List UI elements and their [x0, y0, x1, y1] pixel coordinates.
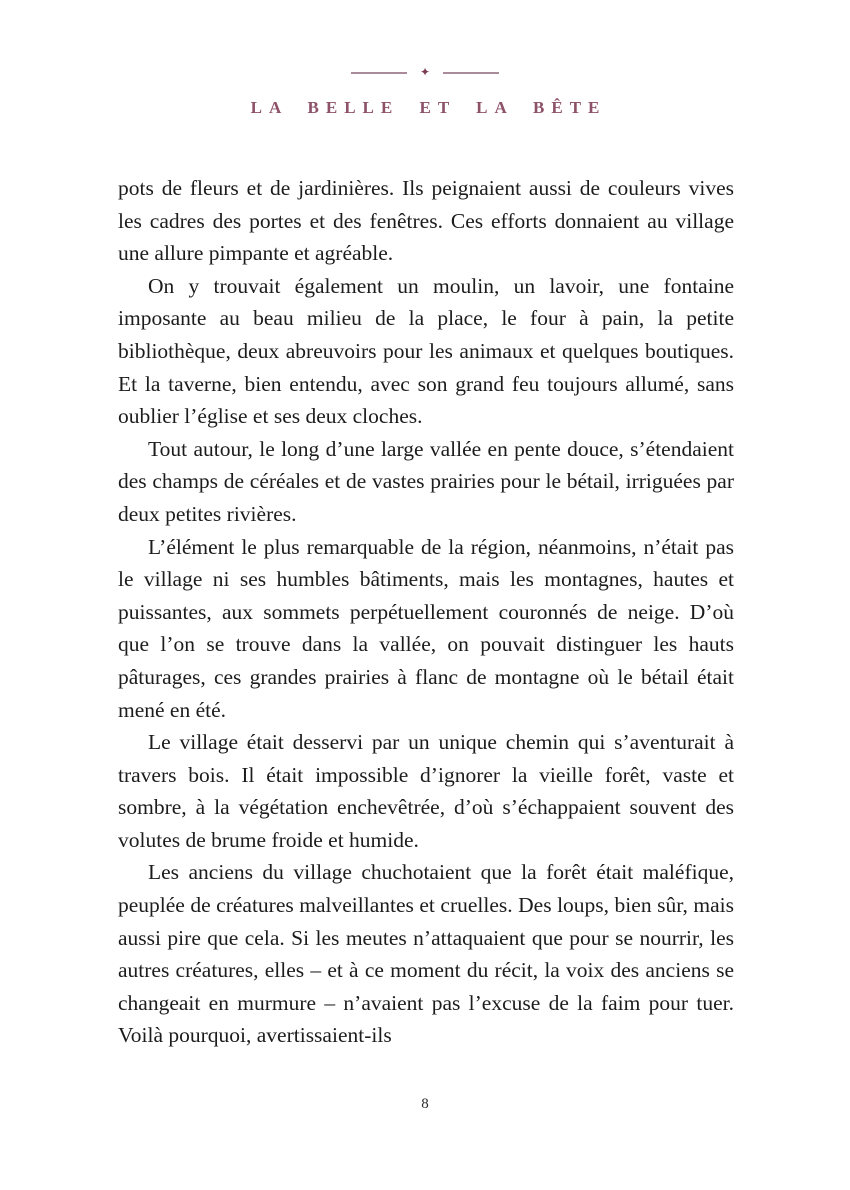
body-text	[118, 172, 734, 1052]
flower-asterisk-icon: ✦	[419, 65, 431, 79]
ornament-rule-right	[443, 72, 499, 74]
paragraph: Le village était desservi par un unique chemin qui s’aventurait à travers bois. Il était impossible d’ignorer la vieille forêt, vaste et sombre, à la végétation enchevêtrée, d’où s’échappaient souvent des volutes de brume froide et humide.	[118, 730, 734, 852]
ornament-rule-left	[351, 72, 407, 74]
paragraph: pots de fleurs et de jardinières. Ils peignaient aussi de couleurs vives les cadres des portes et des fenêtres. Ces efforts donnaient au village une allure pimpante et agréable.	[118, 176, 734, 266]
page-number: 8	[421, 1096, 429, 1112]
chapter-ornament	[0, 62, 850, 84]
paragraph: Les anciens du village chuchotaient que la forêt était maléfique, peuplée de créatures malveillantes et cruelles. Des loups, bien sûr, mais aussi pire que cela. Si les meutes n’attaquaient que pour se nourrir, les autres créatures, elles – et à ce moment du récit, la voix des anciens se changeait en murmure – n’avaient pas l’excuse de la faim pour tuer. Voilà pourquoi, avertissaient-ils	[118, 860, 734, 1048]
paragraph: Tout autour, le long d’une large vallée en pente douce, s’étendaient des champs de céréales et de vastes prairies pour le bétail, irriguées par deux petites rivières.	[118, 436, 734, 526]
paragraph: L’élément le plus remarquable de la région, néanmoins, n’était pas le village ni ses humbles bâtiments, mais les montagnes, hautes et puissantes, aux sommets perpétuellement couronnés de neige. D’où que l’on se trouve dans la vallée, on pouvait distinguer les hauts pâturages, ces grandes prairies à flanc de montagne où le bétail était mené en été.	[118, 534, 734, 722]
paragraph: On y trouvait également un moulin, un lavoir, une fontaine imposante au beau milieu de la place, le four à pain, la petite bibliothèque, deux abreuvoirs pour les animaux et quelques boutiques. Et la taverne, bien entendu, avec son grand feu toujours allumé, sans oublier l’église et ses deux cloches.	[118, 273, 734, 429]
running-title: LA BELLE ET LA BÊTE	[250, 98, 607, 117]
